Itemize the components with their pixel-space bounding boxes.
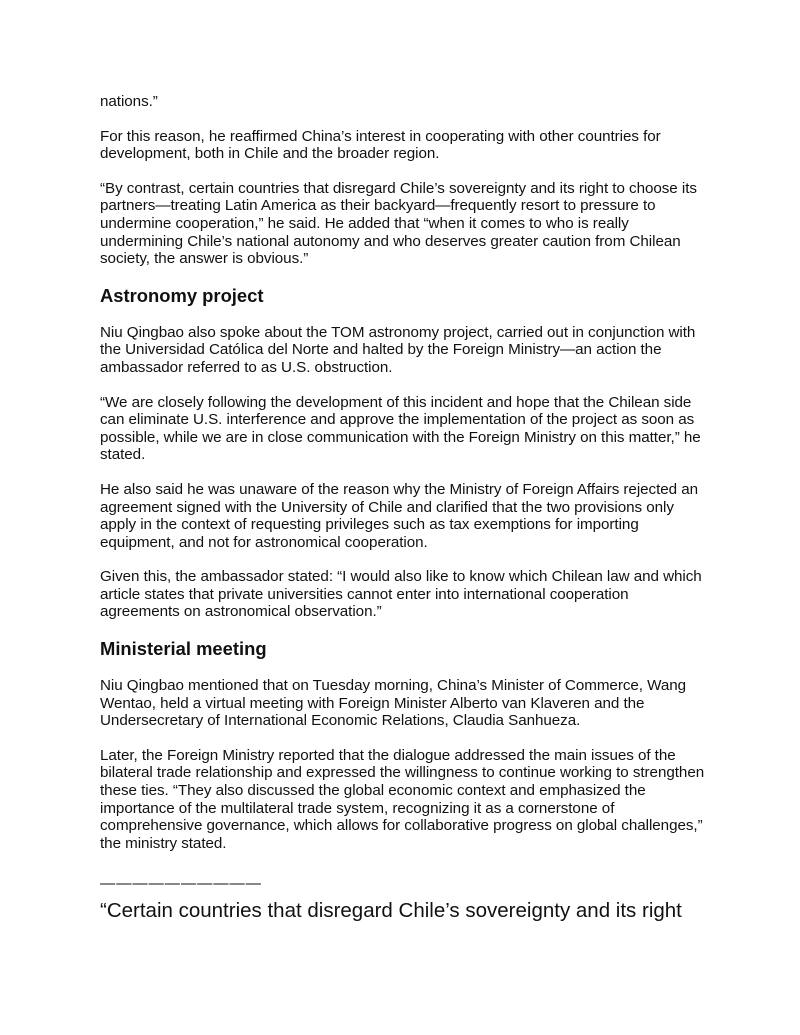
paragraph-intro-1: nations.” [100,93,158,110]
heading-astronomy-project: Astronomy project [100,284,264,306]
document-page [100,93,705,923]
section-divider: —————————— [100,875,262,893]
paragraph-astronomy-4: Given this, the ambassador stated: “I would also like to know which Chilean law and which article states that private universities cannot enter into international cooperation agreements on astronomical observation.” [100,568,702,621]
paragraph-astronomy-2: “We are closely following the development of this incident and hope that the Chilean side can eliminate U.S. interference and approve the implementation of the project as soon as possible, while we are in close communication with the Foreign Ministry on this matter,” he stated. [100,393,701,464]
paragraph-astronomy-1: Niu Qingbao also spoke about the TOM astronomy project, carried out in conjunction with the Universidad Católica del Norte and halted by the Foreign Ministry—an action the ambassador referred to as U.S. obstruction. [100,323,696,376]
paragraph-intro-2: For this reason, he reaffirmed China’s interest in cooperating with other countries for development, both in Chile and the broader region. [100,127,661,163]
heading-ministerial-meeting: Ministerial meeting [100,638,267,660]
paragraph-ministerial-2: Later, the Foreign Ministry reported that the dialogue addressed the main issues of the bilateral trade relationship and expressed the willingness to continue working to strengthen these ties. “They also discussed the global economic context and emphasized the importance of the multilateral trade system, recognizing it as a cornerstone of comprehensive governance, which allows for collaborative progress on global challenges,” the ministry stated. [100,746,705,852]
pull-quote: “Certain countries that disregard Chile’s sovereignty and its right [100,899,682,923]
paragraph-ministerial-1: Niu Qingbao mentioned that on Tuesday morning, China’s Minister of Commerce, Wang Wentao, held a virtual meeting with Foreign Minister Alberto van Klaveren and the Undersecretary of International Economic Relations, Claudia Sanhueza. [100,677,687,730]
paragraph-astronomy-3: He also said he was unaware of the reason why the Ministry of Foreign Affairs rejected an agreement signed with the University of Chile and clarified that the two provisions only apply in the context of requesting privileges such as tax exemptions for importing equipment, and not for astronomical cooperation. [100,480,699,551]
paragraph-intro-3: “By contrast, certain countries that disregard Chile’s sovereignty and its right to choose its partners—treating Latin America as their backyard—frequently resort to pressure to undermine cooperation,” he said. He added that “when it comes to who is really undermining Chile’s national autonomy and who deserves greater caution from Chilean society, the answer is obvious.” [100,179,697,268]
